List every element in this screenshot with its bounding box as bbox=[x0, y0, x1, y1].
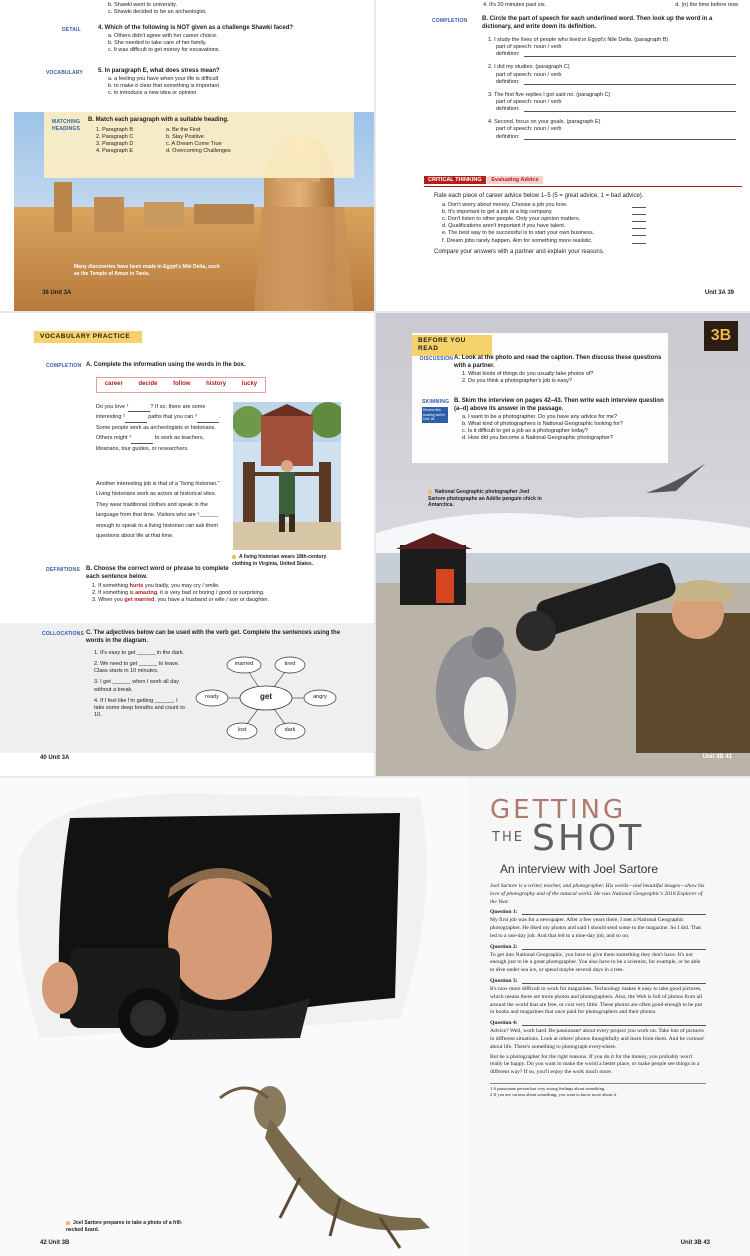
diagram-node: ready bbox=[205, 694, 219, 700]
word: history bbox=[206, 381, 227, 388]
advice-item: e. The best way to be successful is to start your own business. bbox=[442, 230, 595, 237]
answer-line[interactable] bbox=[522, 1020, 706, 1026]
match-right-item: d. Overcoming Challenges bbox=[166, 148, 231, 155]
text: 1. If something bbox=[92, 582, 130, 589]
question-heading: Question 1: bbox=[490, 909, 518, 916]
instruction-a: A. Look at the photo and read the caption. Then discuss these questions with a partner. bbox=[454, 355, 662, 369]
question-heading: Question 2: bbox=[490, 943, 518, 950]
def-label: definition: bbox=[496, 106, 520, 113]
answer-line[interactable] bbox=[524, 134, 736, 140]
definition-item bbox=[92, 597, 346, 604]
diagram-node: married bbox=[234, 661, 254, 667]
page-number: 42 Unit 3B bbox=[40, 1240, 70, 1246]
title-getting: GETTING bbox=[490, 795, 627, 825]
page-number: 40 Unit 3A bbox=[40, 755, 70, 761]
blank[interactable] bbox=[131, 438, 153, 444]
collocation-item: 1. It's easy to get ______ in the dark. bbox=[94, 650, 185, 656]
interview-question: a. I want to be a photographer. Do you have any advice for me? bbox=[462, 413, 618, 420]
option: a. a feeling you have when your life is difficult bbox=[108, 75, 219, 82]
item: 2. I did my studies. (paragraph C) bbox=[488, 64, 570, 71]
text-line: b. Shawki went to university. bbox=[108, 2, 177, 8]
page-number: Unit 3B 43 bbox=[680, 1240, 710, 1246]
word: lucky bbox=[241, 381, 258, 388]
match-right-item: a. Be the First bbox=[166, 126, 201, 133]
definition-item bbox=[92, 590, 346, 597]
skill-tip: Review this reading skill in Unit 1B bbox=[422, 407, 448, 423]
section-label-completion: COMPLETION bbox=[46, 363, 82, 369]
paragraph-2: Another interesting job is that of a “living historian.” Living historians work as actors at historical sites. They wear traditional clothes and speak in the language from that time. Visitors who are ⁵______ enough to speak to a living historian can ask them questions about life at that time. bbox=[96, 481, 220, 540]
pos-line: part of speech: noun / verb bbox=[496, 126, 562, 133]
text-line: c. Shawki decided to be an archeologist. bbox=[108, 9, 207, 16]
advice-item: d. Qualifications aren't important if you have talent. bbox=[442, 223, 566, 230]
page-40 bbox=[0, 313, 374, 776]
answer-paragraph: It's now more difficult to work for magazines. Technology makes it easy to take good pictures, which means there are more photos and photographers. Also, the Web is full of photos from all around the world that are free, or cost very little. These photos are often good enough to be put in books and magazines that once paid for photographers and their photos. bbox=[490, 985, 703, 1016]
discussion-item: 1. What kinds of things do you usually take photos of? bbox=[462, 370, 594, 377]
subtitle: An interview with Joel Sartore bbox=[500, 862, 659, 876]
footnote: 1 A passionate person has very strong feelings about something. bbox=[490, 1086, 606, 1092]
section-label-vocabulary: VOCABULARY bbox=[46, 70, 84, 76]
def-label: definition: bbox=[496, 133, 520, 140]
section-label-discussion: DISCUSSION bbox=[420, 356, 454, 362]
match-left-item: 3. Paragraph D bbox=[96, 141, 134, 148]
photo-caption: Many discoveries have been made in Egypt's Nile Delta, such as the Temple of Amun in Tanis. bbox=[74, 264, 220, 277]
target-word: hurts bbox=[129, 582, 144, 589]
section-label-matching: MATCHING HEADINGS bbox=[52, 119, 81, 132]
question-heading: Question 4: bbox=[490, 1020, 518, 1027]
text: , it is very bad or boring / good or surprising. bbox=[157, 589, 265, 596]
paragraph-1 bbox=[96, 402, 226, 454]
pos-line: part of speech: noun / verb bbox=[496, 44, 562, 51]
def-label: definition: bbox=[496, 78, 520, 85]
blank[interactable] bbox=[125, 417, 147, 423]
option: c. to introduce a new idea or opinion bbox=[108, 90, 197, 97]
get-diagram bbox=[192, 648, 340, 748]
instruction-a: A. Complete the information using the words in the box. bbox=[86, 362, 246, 368]
advice-item: c. Don't listen to other people. Only your opinion matters. bbox=[442, 216, 581, 223]
answer-line[interactable] bbox=[522, 978, 706, 984]
item: 4. Second, focus on your goals. (paragraph E) bbox=[488, 119, 601, 126]
page-number: 38 Unit 3A bbox=[42, 290, 72, 296]
advice-item: b. It's important to get a job at a big company. bbox=[442, 208, 553, 215]
option: b. to make it clear that something is important bbox=[108, 82, 219, 89]
pos-line: part of speech: noun / verb bbox=[496, 71, 562, 78]
sartore-photo bbox=[0, 778, 468, 1256]
page-43 bbox=[468, 778, 750, 1256]
rating-line[interactable] bbox=[632, 230, 646, 236]
interview-question: b. What kind of photographers is National Geographic looking for? bbox=[462, 420, 623, 427]
section-label-collocations: COLLOCATIONS bbox=[42, 631, 85, 637]
photo-caption bbox=[428, 489, 548, 509]
text: to work as teachers, librarians, tour guides, or researchers. bbox=[96, 435, 205, 452]
target-word: amazing bbox=[135, 589, 158, 596]
question-4: 4. Which of the following is NOT given as a challenge Shawki faced? bbox=[98, 25, 294, 31]
answer-paragraph: My first job was for a newspaper. After a few years there, I met a National Geographic photographer. He liked my photos and said I should send some to the magazine. So I did. That led to a one-day job. And that led to a nine-day job, and so on. bbox=[490, 917, 701, 939]
section-label-completion: COMPLETION bbox=[432, 18, 468, 24]
advice-item: f. Dream jobs rarely happen. Aim for something more realistic. bbox=[442, 237, 593, 244]
text: ? If so, there are some interesting ² bbox=[96, 404, 206, 421]
text-line: d. (n) the time before now bbox=[675, 2, 738, 8]
title-shot: SHOT bbox=[532, 818, 645, 859]
interview-question: c. Is it difficult to get a job as a photographer today? bbox=[462, 427, 588, 434]
rating-line[interactable] bbox=[632, 223, 646, 229]
item: 1. I study the lives of people who lived in Egypt's Nile Delta. (paragraph B) bbox=[488, 37, 669, 43]
diagram-node: tired bbox=[284, 661, 296, 667]
rating-line[interactable] bbox=[632, 216, 646, 222]
answer-paragraph: Advice? Well, work hard. Be passionate¹ about every project you work on. Take lots of pictures in different situations. Look at others' photos thoughtfully and learn from them. And be curious² about life. There's something to photograph everywhere. bbox=[490, 1028, 705, 1050]
instruction-b: B. Skim the interview on pages 42–43. Then write each interview question (a–d) above its answer in the passage. bbox=[454, 398, 664, 412]
option: c. It was difficult to get money for excavations. bbox=[108, 47, 221, 54]
def-label: definition: bbox=[496, 51, 520, 58]
critical-thinking-label: CRITICAL THINKING bbox=[424, 176, 486, 184]
instruction-b: B. Choose the correct word or phrase to complete each sentence below. bbox=[86, 566, 229, 580]
answer-line[interactable] bbox=[522, 944, 706, 950]
page-42 bbox=[0, 778, 468, 1256]
text: . Some people work as archeologists or historians. Others might ⁴ bbox=[96, 414, 221, 442]
collocation-item: 2. We need to get ______ to leave. Class starts in 10 minutes. bbox=[94, 661, 180, 675]
interview-question: d. How did you become a National Geographic photographer? bbox=[462, 435, 614, 442]
answer-paragraph: To get into National Geographic, you have to give them something they don't have. It's not enough just to be a great photographer. You also have to be a scientist, for example, or be able to dive under sea ice, or spend maybe several days in a tree. bbox=[490, 951, 701, 974]
diagram-node: angry bbox=[313, 694, 327, 700]
page-38 bbox=[0, 0, 374, 311]
rating-line[interactable] bbox=[632, 209, 646, 215]
section-label-definitions: DEFINITIONS bbox=[46, 567, 80, 573]
section-label-skimming: SKIMMING bbox=[422, 399, 450, 405]
text: , you have a husband or wife / son or daughter. bbox=[154, 596, 270, 603]
question-5: 5. In paragraph E, what does stress mean? bbox=[98, 68, 220, 74]
photo-caption bbox=[66, 1220, 186, 1233]
text: 3. When you bbox=[92, 596, 125, 603]
match-right-item: b. Stay Positive bbox=[166, 133, 204, 140]
page-39 bbox=[376, 0, 750, 311]
collocation-item: 4. If I feel like I'm getting ______, I take some deep breaths and count to 10. bbox=[94, 697, 185, 718]
definition-item bbox=[92, 583, 346, 590]
rating-line[interactable] bbox=[632, 202, 646, 208]
option: a. Others didn't agree with her career choice. bbox=[108, 32, 218, 39]
diagram-node: lost bbox=[237, 727, 247, 733]
text: 2. If something is bbox=[92, 589, 136, 596]
before-you-read-banner: BEFORE YOU READ bbox=[412, 335, 492, 356]
page-number: Unit 3B 41 bbox=[702, 754, 732, 760]
match-left-item: 1. Paragraph B bbox=[96, 126, 133, 133]
page-number: Unit 3A 39 bbox=[704, 290, 734, 296]
item: 3. The first five replies I got said no. (paragraph C) bbox=[488, 91, 611, 98]
word: career bbox=[104, 381, 123, 388]
living-historian-photo bbox=[233, 402, 341, 550]
rate-instruction: Rate each piece of career advice below 1–5 (5 = great advice, 1 = bad advice). bbox=[434, 193, 644, 199]
matching-instruction: B. Match each paragraph with a suitable heading. bbox=[88, 117, 229, 123]
caption-text: A living historian wears 18th-century clothing in Virginia, United States. bbox=[232, 554, 327, 567]
question-heading: Question 3: bbox=[490, 978, 518, 985]
word-box bbox=[96, 377, 266, 393]
section-label-detail: DETAIL bbox=[62, 27, 81, 33]
word: follow bbox=[173, 381, 191, 388]
vocabulary-practice-banner: VOCABULARY PRACTICE bbox=[34, 331, 142, 343]
discussion-item: 2. Do you think a photographer's job is easy? bbox=[462, 377, 572, 384]
instruction: B. Circle the part of speech for each underlined word. Then look up the word in a dictionary, and write down its definition. bbox=[482, 16, 713, 30]
rating-line[interactable] bbox=[632, 238, 646, 244]
match-right-item: c. A Dream Come True bbox=[166, 141, 222, 148]
text-line: 4. It's 20 minutes past six. bbox=[483, 2, 547, 8]
match-left-item: 2. Paragraph C bbox=[96, 133, 134, 140]
target-word: get married bbox=[124, 596, 155, 603]
text: you badly, you may cry / smile. bbox=[143, 582, 220, 589]
answer-line[interactable] bbox=[524, 51, 736, 57]
match-left-item: 4. Paragraph E bbox=[96, 148, 133, 155]
blank[interactable] bbox=[128, 406, 150, 412]
text: paths that you can ³ bbox=[148, 414, 197, 421]
option: b. She needed to take care of her family. bbox=[108, 39, 207, 46]
answer-paragraph: But be a photographer for the right reasons. If you do it for the money, you probably won't really be happy. Do you want to make the world a better place, or make people see things in a different way? If so, you'll enjoy the work much more. bbox=[490, 1053, 700, 1076]
footnote: 2 If you are curious about something, you want to know more about it. bbox=[490, 1092, 618, 1098]
advice-item: a. Don't worry about money. Choose a job you love. bbox=[442, 201, 568, 208]
text: Do you love ¹ bbox=[96, 404, 129, 410]
instruction-c: C. The adjectives below can be used with the verb get. Complete the sentences using the words in the diagram. bbox=[86, 630, 341, 644]
diagram-center: get bbox=[260, 692, 272, 701]
answer-line[interactable] bbox=[522, 909, 706, 915]
page-41 bbox=[376, 313, 750, 776]
title-the: THE bbox=[492, 830, 524, 845]
answer-line[interactable] bbox=[524, 106, 736, 112]
unit-badge: 3B bbox=[704, 321, 738, 351]
collocation-item: 3. I get ______ when I work all day without a break. bbox=[94, 679, 179, 693]
caption-text: National Geographic photographer Joel Sartore photographs an Adélie penguin chick in Antarctica. bbox=[428, 489, 542, 508]
blank[interactable] bbox=[197, 417, 219, 423]
critical-thinking-sub: Evaluating Advice bbox=[487, 176, 542, 184]
compare-instruction: Compare your answers with a partner and explain your reasons. bbox=[434, 248, 605, 255]
answer-line[interactable] bbox=[524, 79, 736, 85]
word: decide bbox=[138, 381, 158, 388]
pos-line: part of speech: noun / verb bbox=[496, 98, 562, 105]
intro: Joel Sartore is a writer, teacher, and photographer. His words—and beautiful images—show his love of photography and of the natural world. He was National Geographic's 2018 Explorer of the Year. bbox=[490, 883, 705, 905]
diagram-node: dark bbox=[284, 727, 296, 733]
caption-text: Joel Sartore prepares to take a photo of a frill-necked lizard. bbox=[66, 1220, 183, 1233]
